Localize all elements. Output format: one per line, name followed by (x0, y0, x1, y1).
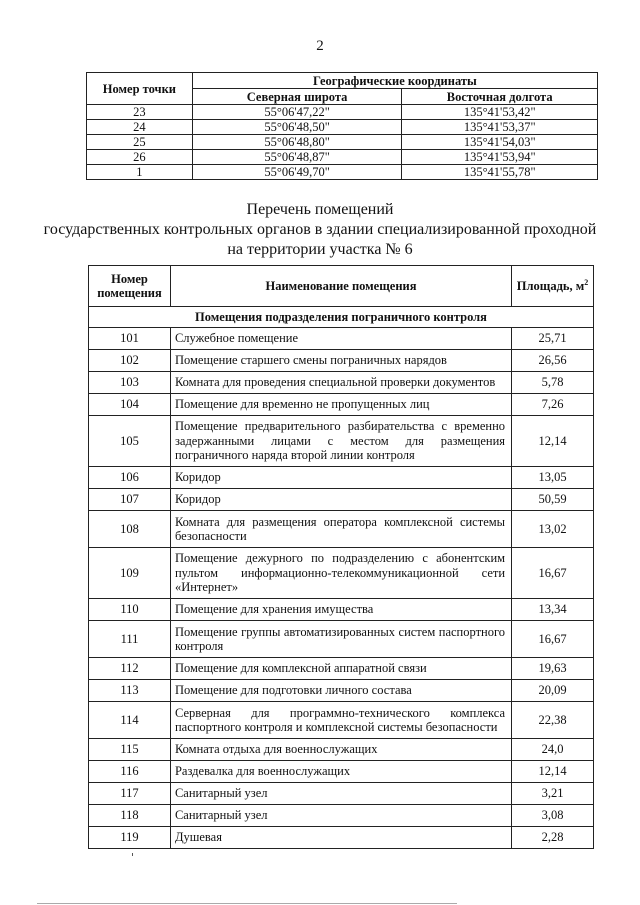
table-row (87, 105, 598, 120)
room-area: 25,71 (512, 328, 594, 350)
longitude: 135°41'54,03" (402, 135, 598, 150)
room-number: 108 (89, 511, 171, 548)
table-row (87, 135, 598, 150)
room-number: 115 (89, 739, 171, 761)
room-name: Санитарный узел (170, 783, 511, 805)
room-number: 106 (89, 467, 171, 489)
header-room-number: Номер помещения (89, 266, 171, 307)
section-title: Помещения подразделения пограничного контроля (89, 307, 594, 328)
point-number: 23 (87, 105, 193, 120)
room-area: 16,67 (512, 548, 594, 599)
room-number: 114 (89, 702, 171, 739)
point-number: 26 (87, 150, 193, 165)
page-number: 2 (316, 38, 324, 54)
coordinates-table (86, 72, 598, 180)
heading-line-3: на территории участка № 6 (227, 241, 413, 258)
heading-line-2: государственных контрольных органов в здании специализированной проходной (43, 221, 597, 238)
room-name: Комната отдыха для военнослужащих (170, 739, 511, 761)
latitude: 55°06'48,80" (192, 135, 402, 150)
room-number: 119 (89, 827, 171, 849)
latitude: 55°06'47,22" (192, 105, 402, 120)
room-name: Коридор (170, 467, 511, 489)
room-area: 2,28 (512, 827, 594, 849)
table-row (89, 599, 594, 621)
table-row (89, 680, 594, 702)
point-number: 24 (87, 120, 193, 135)
room-number: 102 (89, 350, 171, 372)
room-number: 109 (89, 548, 171, 599)
room-name: Душевая (170, 827, 511, 849)
room-area: 19,63 (512, 658, 594, 680)
table-row (89, 783, 594, 805)
table-row (89, 739, 594, 761)
header-room-area-sup: 2 (584, 277, 589, 287)
rooms-table (88, 265, 594, 849)
room-name: Помещение для хранения имущества (170, 599, 511, 621)
room-number: 104 (89, 394, 171, 416)
header-longitude: Восточная долгота (402, 89, 598, 105)
room-name: Помещение для комплексной аппаратной связи (170, 658, 511, 680)
header-room-area-label: Площадь, м (516, 279, 585, 293)
room-name: Коридор (170, 489, 511, 511)
latitude: 55°06'48,50" (192, 120, 402, 135)
header-point-number: Номер точки (87, 73, 193, 105)
room-area: 5,78 (512, 372, 594, 394)
longitude: 135°41'55,78" (402, 165, 598, 180)
table-row (89, 548, 594, 599)
scan-mark (132, 853, 133, 856)
table-row (89, 394, 594, 416)
room-number: 107 (89, 489, 171, 511)
table-row (89, 372, 594, 394)
room-area: 12,14 (512, 416, 594, 467)
header-room-name: Наименование помещения (170, 266, 511, 307)
table-row (89, 805, 594, 827)
room-name: Санитарный узел (170, 805, 511, 827)
room-area: 16,67 (512, 621, 594, 658)
room-number: 116 (89, 761, 171, 783)
room-area: 13,34 (512, 599, 594, 621)
room-area: 20,09 (512, 680, 594, 702)
header-latitude: Северная широта (192, 89, 402, 105)
table-row (89, 702, 594, 739)
latitude: 55°06'48,87" (192, 150, 402, 165)
room-name: Помещение предварительного разбирательства с временно задержанными лицами с местом для размещения пограничного наряда второй линии контроля (170, 416, 511, 467)
room-name: Помещение группы автоматизированных систем паспортного контроля (170, 621, 511, 658)
heading-line-1: Перечень помещений (246, 201, 394, 218)
room-number: 113 (89, 680, 171, 702)
room-number: 111 (89, 621, 171, 658)
room-name: Помещение дежурного по подразделению с абонентским пультом информационно-телекоммуникационной сети «Интернет» (170, 548, 511, 599)
room-name: Комната для размещения оператора комплексной системы безопасности (170, 511, 511, 548)
room-number: 117 (89, 783, 171, 805)
longitude: 135°41'53,37" (402, 120, 598, 135)
room-name: Комната для проведения специальной проверки документов (170, 372, 511, 394)
room-area: 12,14 (512, 761, 594, 783)
table-row (89, 416, 594, 467)
section-row (89, 307, 594, 328)
room-number: 103 (89, 372, 171, 394)
table-row (89, 621, 594, 658)
room-name: Помещение для временно не пропущенных лиц (170, 394, 511, 416)
scan-edge-line (37, 903, 457, 904)
room-number: 101 (89, 328, 171, 350)
point-number: 25 (87, 135, 193, 150)
table-row (89, 511, 594, 548)
table-row (87, 120, 598, 135)
section-heading (0, 200, 640, 260)
table-row (89, 467, 594, 489)
room-name: Помещение старшего смены пограничных нарядов (170, 350, 511, 372)
room-number: 112 (89, 658, 171, 680)
header-geo-coordinates: Географические координаты (192, 73, 597, 89)
room-name: Раздевалка для военнослужащих (170, 761, 511, 783)
room-area: 22,38 (512, 702, 594, 739)
longitude: 135°41'53,42" (402, 105, 598, 120)
room-area: 50,59 (512, 489, 594, 511)
room-area: 13,02 (512, 511, 594, 548)
room-number: 118 (89, 805, 171, 827)
room-name: Служебное помещение (170, 328, 511, 350)
room-area: 26,56 (512, 350, 594, 372)
room-area: 7,26 (512, 394, 594, 416)
table-row (89, 328, 594, 350)
room-area: 13,05 (512, 467, 594, 489)
room-area: 3,21 (512, 783, 594, 805)
room-number: 110 (89, 599, 171, 621)
point-number: 1 (87, 165, 193, 180)
room-name: Помещение для подготовки личного состава (170, 680, 511, 702)
longitude: 135°41'53,94" (402, 150, 598, 165)
latitude: 55°06'49,70" (192, 165, 402, 180)
room-number: 105 (89, 416, 171, 467)
header-room-area (512, 266, 594, 307)
room-area: 24,0 (512, 739, 594, 761)
table-row (89, 350, 594, 372)
table-row (89, 658, 594, 680)
table-row (87, 165, 598, 180)
room-area: 3,08 (512, 805, 594, 827)
table-row (89, 761, 594, 783)
room-name: Серверная для программно-технического комплекса паспортного контроля и комплексной системы безопасности (170, 702, 511, 739)
table-row (87, 150, 598, 165)
table-row (89, 827, 594, 849)
table-row (89, 489, 594, 511)
